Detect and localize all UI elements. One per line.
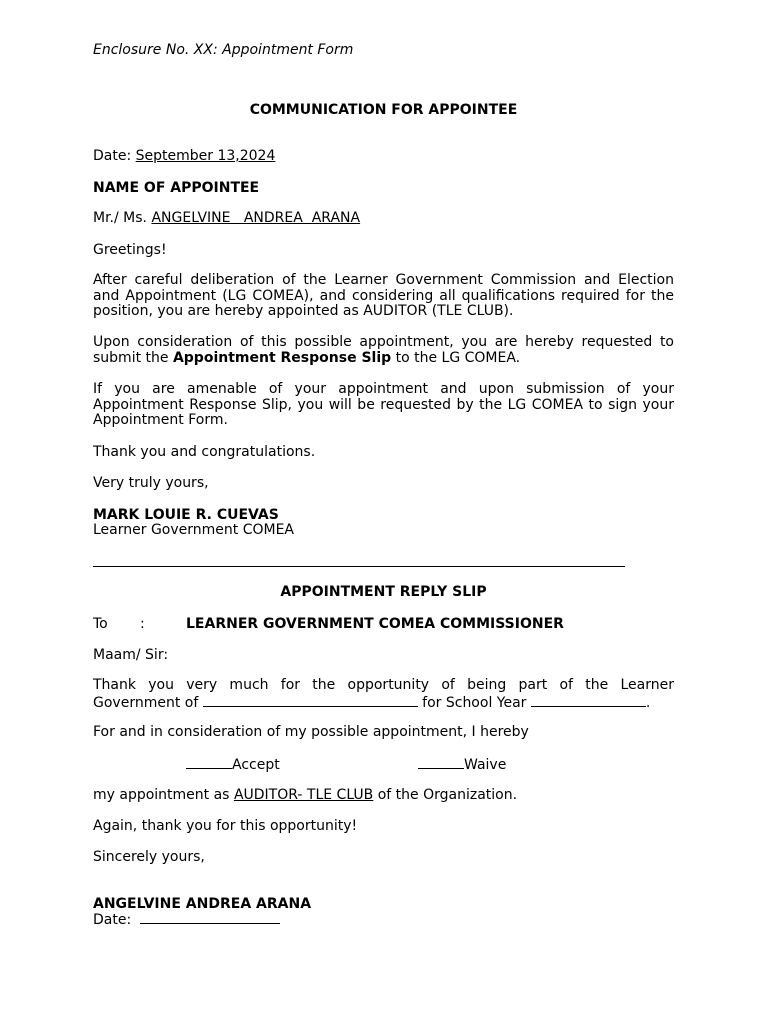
response-slip-emphasis: Appointment Response Slip: [172, 349, 392, 366]
paragraph-line: [93, 694, 674, 712]
thanks-line: Thank you and congratulations.: [93, 444, 316, 460]
date-value: September 13,2024: [135, 148, 276, 164]
communication-title: COMMUNICATION FOR APPOINTEE: [249, 102, 518, 118]
paragraph-line: [93, 351, 674, 367]
accept-blank-field[interactable]: [186, 756, 232, 769]
consideration-line: For and in consideration of my possible appointment, I hereby: [93, 724, 529, 740]
appointee-name: ANGELVINE ANDREA ARANA: [151, 210, 361, 226]
reply-thanks-paragraph: [93, 678, 674, 711]
response-request-paragraph: [93, 335, 674, 366]
greeting: Greetings!: [93, 242, 167, 258]
waive-blank-field[interactable]: [418, 756, 464, 769]
government-pre: Government of: [93, 694, 203, 711]
period: .: [645, 694, 651, 711]
name-of-appointee-heading: NAME OF APPOINTEE: [93, 180, 260, 196]
again-thanks-line: Again, thank you for this opportunity!: [93, 818, 358, 834]
reply-salutation: Maam/ Sir:: [93, 647, 169, 663]
position-value: AUDITOR- TLE CLUB: [233, 787, 374, 803]
signer-date-label: Date:: [93, 912, 141, 928]
paragraph-line: Upon consideration of this possible appointment, you are hereby requested to: [93, 334, 674, 350]
paragraph-line: Appointment Form.: [93, 412, 228, 428]
signatory-title: Learner Government COMEA: [93, 522, 295, 538]
signer-date-blank-field[interactable]: [140, 911, 280, 924]
appointee-salutation: [93, 210, 360, 227]
accept-option: [186, 756, 280, 774]
reply-closing: Sincerely yours,: [93, 849, 205, 865]
school-year-label: for School Year: [417, 694, 531, 711]
reply-slip-title: APPOINTMENT REPLY SLIP: [280, 584, 487, 600]
appointment-paragraph: [93, 273, 674, 320]
section-divider: [93, 566, 625, 567]
paragraph-line: Appointment Response Slip, you will be requested by the LG COMEA to sign your: [93, 396, 674, 413]
position-pre: my appointment as: [93, 787, 234, 803]
signatory-name: MARK LOUIE R. CUEVAS: [93, 507, 279, 523]
salutation-prefix: Mr./ Ms.: [93, 210, 152, 226]
request-post: to the LG COMEA.: [391, 349, 521, 366]
signer-name: ANGELVINE ANDREA ARANA: [93, 896, 312, 912]
to-label: To: [93, 616, 108, 632]
waive-label: Waive: [464, 757, 507, 773]
signer-date-line: [93, 911, 280, 929]
to-line: [93, 616, 564, 633]
appointment-position-line: [93, 787, 517, 804]
request-pre: submit the: [93, 349, 173, 366]
enclosure-caption: Enclosure No. XX: Appointment Form: [93, 42, 354, 58]
paragraph-line: position, you are hereby appointed as AUDITOR (TLE CLUB).: [93, 303, 514, 319]
paragraph-line: and Appointment (LG COMEA), and considering all qualifications required for the: [93, 287, 674, 304]
government-blank-field[interactable]: [203, 694, 418, 707]
position-post: of the Organization.: [373, 787, 518, 803]
date-label: Date:: [93, 148, 136, 164]
paragraph-line: After careful deliberation of the Learner Government Commission and Election: [93, 272, 674, 288]
closing-line: Very truly yours,: [93, 475, 209, 491]
to-colon: :: [140, 616, 145, 632]
amenable-paragraph: [93, 382, 674, 429]
paragraph-line: If you are amenable of your appointment and upon submission of your: [93, 381, 674, 397]
date-line: [93, 148, 275, 165]
paragraph-line: Thank you very much for the opportunity of being part of the Learner: [93, 677, 674, 693]
waive-option: [418, 756, 506, 774]
school-year-blank-field[interactable]: [531, 694, 646, 707]
to-recipient: LEARNER GOVERNMENT COMEA COMMISSIONER: [186, 616, 564, 632]
accept-label: Accept: [232, 757, 280, 773]
